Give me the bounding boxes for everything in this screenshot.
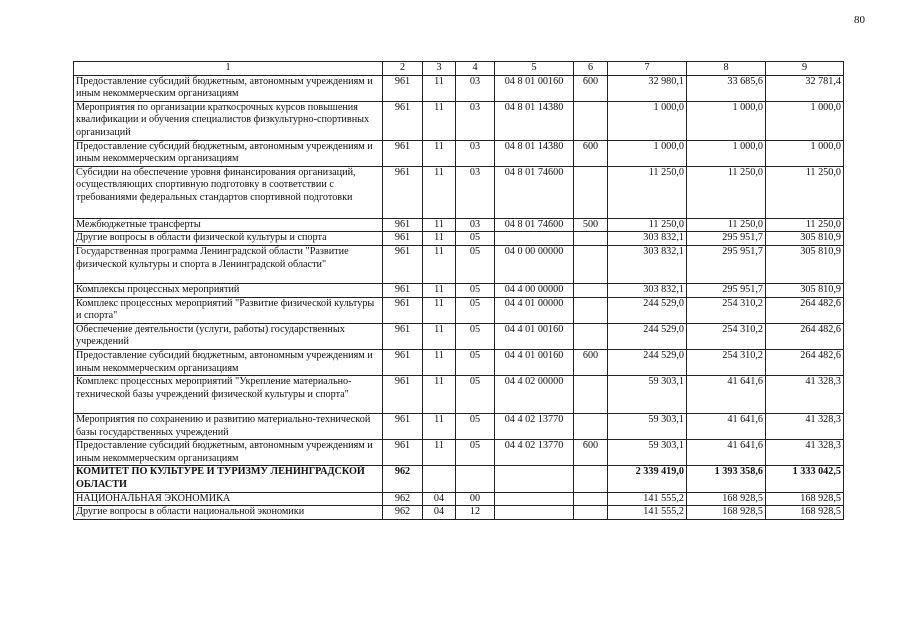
row-name: Другие вопросы в области национальной экономики <box>74 506 383 520</box>
column-header: 2 <box>383 62 423 76</box>
table-row <box>74 245 844 283</box>
cell-amount-year2: 41 641,6 <box>687 376 766 414</box>
cell-target-article: 04 4 01 00160 <box>495 323 574 349</box>
cell-subsection: 05 <box>456 440 495 466</box>
cell-section: 11 <box>423 440 456 466</box>
table-row <box>74 376 844 414</box>
cell-target-article: 04 4 01 00160 <box>495 349 574 375</box>
cell-section: 11 <box>423 349 456 375</box>
column-header: 4 <box>456 62 495 76</box>
cell-expense-type <box>574 232 608 246</box>
column-header: 6 <box>574 62 608 76</box>
cell-expense-type: 600 <box>574 75 608 101</box>
cell-expense-type <box>574 506 608 520</box>
cell-target-article: 04 4 02 00000 <box>495 376 574 414</box>
header-row <box>74 62 844 76</box>
cell-subsection: 05 <box>456 245 495 283</box>
cell-amount-year2: 41 641,6 <box>687 414 766 440</box>
cell-grbs: 961 <box>383 414 423 440</box>
table-row <box>74 283 844 297</box>
cell-amount-year2: 295 951,7 <box>687 232 766 246</box>
cell-section: 11 <box>423 232 456 246</box>
row-name: Комплекс процессных мероприятий "Укрепление материально-технической базы учреждений физической культуры и спорта" <box>74 376 383 414</box>
cell-amount-year2: 41 641,6 <box>687 440 766 466</box>
cell-section: 11 <box>423 140 456 166</box>
row-name: Обеспечение деятельности (услуги, работы) государственных учреждений <box>74 323 383 349</box>
cell-amount-year3: 264 482,6 <box>766 349 844 375</box>
cell-amount-year1: 141 555,2 <box>608 492 687 506</box>
budget-table <box>73 61 844 520</box>
cell-amount-year3: 305 810,9 <box>766 232 844 246</box>
row-name: Комплекс процессных мероприятий "Развитие физической культуры и спорта" <box>74 297 383 323</box>
cell-subsection: 03 <box>456 140 495 166</box>
cell-target-article: 04 4 01 00000 <box>495 297 574 323</box>
row-name: Другие вопросы в области физической культуры и спорта <box>74 232 383 246</box>
cell-expense-type <box>574 101 608 140</box>
row-name: Предоставление субсидий бюджетным, автономным учреждениям и иным некоммерческим организациям <box>74 140 383 166</box>
cell-grbs: 961 <box>383 440 423 466</box>
cell-amount-year2: 168 928,5 <box>687 506 766 520</box>
cell-grbs: 961 <box>383 166 423 218</box>
table-row <box>74 323 844 349</box>
table-row <box>74 75 844 101</box>
cell-amount-year1: 11 250,0 <box>608 166 687 218</box>
cell-grbs: 962 <box>383 506 423 520</box>
row-name: Субсидии на обеспечение уровня финансирования организаций, осуществляющих спортивную подготовку в соответствии с требованиями федеральных стандартов спортивной подготовки <box>74 166 383 218</box>
cell-amount-year2: 11 250,0 <box>687 218 766 232</box>
cell-target-article: 04 8 01 14380 <box>495 140 574 166</box>
cell-section: 11 <box>423 297 456 323</box>
table-body <box>74 75 844 519</box>
cell-expense-type <box>574 245 608 283</box>
cell-section: 11 <box>423 245 456 283</box>
cell-amount-year3: 41 328,3 <box>766 414 844 440</box>
table-row <box>74 101 844 140</box>
cell-expense-type <box>574 283 608 297</box>
cell-section: 11 <box>423 323 456 349</box>
cell-amount-year1: 59 303,1 <box>608 376 687 414</box>
table-row <box>74 232 844 246</box>
cell-section: 04 <box>423 492 456 506</box>
page-number: 80 <box>854 14 865 26</box>
cell-subsection: 12 <box>456 506 495 520</box>
cell-amount-year1: 1 000,0 <box>608 101 687 140</box>
cell-expense-type <box>574 414 608 440</box>
cell-grbs: 961 <box>383 75 423 101</box>
cell-section: 11 <box>423 218 456 232</box>
cell-amount-year2: 168 928,5 <box>687 492 766 506</box>
cell-grbs: 961 <box>383 283 423 297</box>
cell-target-article <box>495 232 574 246</box>
table-row <box>74 349 844 375</box>
cell-target-article: 04 4 02 13770 <box>495 414 574 440</box>
cell-target-article <box>495 466 574 492</box>
cell-target-article: 04 4 00 00000 <box>495 283 574 297</box>
cell-target-article: 04 8 01 74600 <box>495 218 574 232</box>
row-name: Предоставление субсидий бюджетным, автономным учреждениям и иным некоммерческим организациям <box>74 440 383 466</box>
cell-expense-type <box>574 466 608 492</box>
table-row <box>74 414 844 440</box>
table-row <box>74 218 844 232</box>
cell-section: 11 <box>423 75 456 101</box>
cell-amount-year1: 59 303,1 <box>608 440 687 466</box>
cell-amount-year2: 254 310,2 <box>687 349 766 375</box>
cell-amount-year2: 295 951,7 <box>687 283 766 297</box>
cell-amount-year3: 305 810,9 <box>766 245 844 283</box>
cell-section: 11 <box>423 414 456 440</box>
cell-section: 11 <box>423 376 456 414</box>
column-header: 1 <box>74 62 383 76</box>
table-row <box>74 140 844 166</box>
cell-section: 11 <box>423 101 456 140</box>
cell-amount-year3: 32 781,4 <box>766 75 844 101</box>
row-name: Государственная программа Ленинградской области "Развитие физической культуры и спорта в Ленинградской области" <box>74 245 383 283</box>
table-row <box>74 166 844 218</box>
cell-amount-year3: 168 928,5 <box>766 492 844 506</box>
cell-amount-year3: 1 000,0 <box>766 140 844 166</box>
cell-amount-year1: 32 980,1 <box>608 75 687 101</box>
cell-target-article: 04 8 01 14380 <box>495 101 574 140</box>
cell-target-article: 04 0 00 00000 <box>495 245 574 283</box>
cell-subsection: 05 <box>456 349 495 375</box>
table-row <box>74 466 844 492</box>
row-name: Межбюджетные трансферты <box>74 218 383 232</box>
cell-subsection: 05 <box>456 297 495 323</box>
cell-target-article <box>495 492 574 506</box>
cell-amount-year3: 1 000,0 <box>766 101 844 140</box>
cell-subsection: 05 <box>456 283 495 297</box>
cell-amount-year1: 244 529,0 <box>608 297 687 323</box>
cell-amount-year3: 168 928,5 <box>766 506 844 520</box>
column-header: 9 <box>766 62 844 76</box>
cell-amount-year2: 1 000,0 <box>687 101 766 140</box>
cell-grbs: 961 <box>383 101 423 140</box>
row-name: Предоставление субсидий бюджетным, автономным учреждениям и иным некоммерческим организациям <box>74 349 383 375</box>
table-row <box>74 297 844 323</box>
cell-subsection: 03 <box>456 101 495 140</box>
cell-expense-type <box>574 166 608 218</box>
row-name: НАЦИОНАЛЬНАЯ ЭКОНОМИКА <box>74 492 383 506</box>
cell-amount-year2: 33 685,6 <box>687 75 766 101</box>
cell-expense-type: 600 <box>574 440 608 466</box>
cell-target-article: 04 8 01 00160 <box>495 75 574 101</box>
cell-section <box>423 466 456 492</box>
row-name: Мероприятия по сохранению и развитию материально-технической базы государственных учреждений <box>74 414 383 440</box>
row-name: Предоставление субсидий бюджетным, автономным учреждениям и иным некоммерческим организациям <box>74 75 383 101</box>
cell-grbs: 961 <box>383 297 423 323</box>
cell-subsection: 05 <box>456 323 495 349</box>
cell-amount-year2: 254 310,2 <box>687 297 766 323</box>
cell-amount-year3: 1 333 042,5 <box>766 466 844 492</box>
cell-subsection: 05 <box>456 414 495 440</box>
cell-subsection <box>456 466 495 492</box>
cell-amount-year1: 1 000,0 <box>608 140 687 166</box>
cell-grbs: 962 <box>383 492 423 506</box>
cell-amount-year2: 11 250,0 <box>687 166 766 218</box>
cell-expense-type <box>574 323 608 349</box>
cell-amount-year3: 11 250,0 <box>766 218 844 232</box>
cell-grbs: 961 <box>383 323 423 349</box>
cell-grbs: 961 <box>383 349 423 375</box>
cell-amount-year1: 244 529,0 <box>608 323 687 349</box>
column-header: 5 <box>495 62 574 76</box>
cell-amount-year3: 264 482,6 <box>766 323 844 349</box>
cell-subsection: 03 <box>456 75 495 101</box>
column-header: 3 <box>423 62 456 76</box>
cell-target-article: 04 8 01 74600 <box>495 166 574 218</box>
cell-subsection: 03 <box>456 166 495 218</box>
cell-grbs: 961 <box>383 245 423 283</box>
cell-amount-year2: 1 000,0 <box>687 140 766 166</box>
cell-target-article: 04 4 02 13770 <box>495 440 574 466</box>
row-name: Комплексы процессных мероприятий <box>74 283 383 297</box>
cell-amount-year3: 11 250,0 <box>766 166 844 218</box>
cell-amount-year2: 254 310,2 <box>687 323 766 349</box>
cell-amount-year1: 303 832,1 <box>608 283 687 297</box>
cell-expense-type: 600 <box>574 349 608 375</box>
cell-subsection: 05 <box>456 376 495 414</box>
table-row <box>74 506 844 520</box>
cell-expense-type: 500 <box>574 218 608 232</box>
table-row <box>74 440 844 466</box>
cell-section: 11 <box>423 283 456 297</box>
cell-amount-year3: 264 482,6 <box>766 297 844 323</box>
cell-grbs: 961 <box>383 376 423 414</box>
cell-amount-year2: 295 951,7 <box>687 245 766 283</box>
cell-amount-year2: 1 393 358,6 <box>687 466 766 492</box>
row-name: КОМИТЕТ ПО КУЛЬТУРЕ И ТУРИЗМУ ЛЕНИНГРАДСКОЙ ОБЛАСТИ <box>74 466 383 492</box>
cell-subsection: 00 <box>456 492 495 506</box>
cell-amount-year1: 2 339 419,0 <box>608 466 687 492</box>
cell-amount-year1: 244 529,0 <box>608 349 687 375</box>
cell-expense-type: 600 <box>574 140 608 166</box>
cell-grbs: 961 <box>383 232 423 246</box>
cell-grbs: 961 <box>383 140 423 166</box>
cell-amount-year1: 303 832,1 <box>608 232 687 246</box>
cell-grbs: 961 <box>383 218 423 232</box>
column-header: 8 <box>687 62 766 76</box>
cell-subsection: 05 <box>456 232 495 246</box>
cell-expense-type <box>574 492 608 506</box>
cell-amount-year1: 59 303,1 <box>608 414 687 440</box>
cell-amount-year1: 303 832,1 <box>608 245 687 283</box>
cell-section: 04 <box>423 506 456 520</box>
cell-target-article <box>495 506 574 520</box>
cell-amount-year1: 11 250,0 <box>608 218 687 232</box>
cell-expense-type <box>574 376 608 414</box>
cell-amount-year3: 305 810,9 <box>766 283 844 297</box>
cell-subsection: 03 <box>456 218 495 232</box>
cell-expense-type <box>574 297 608 323</box>
column-header: 7 <box>608 62 687 76</box>
cell-amount-year3: 41 328,3 <box>766 440 844 466</box>
cell-amount-year3: 41 328,3 <box>766 376 844 414</box>
cell-grbs: 962 <box>383 466 423 492</box>
row-name: Мероприятия по организации краткосрочных курсов повышения квалификации и обучения специалистов физкультурно-спортивных организаций <box>74 101 383 140</box>
table-row <box>74 492 844 506</box>
cell-section: 11 <box>423 166 456 218</box>
cell-amount-year1: 141 555,2 <box>608 506 687 520</box>
